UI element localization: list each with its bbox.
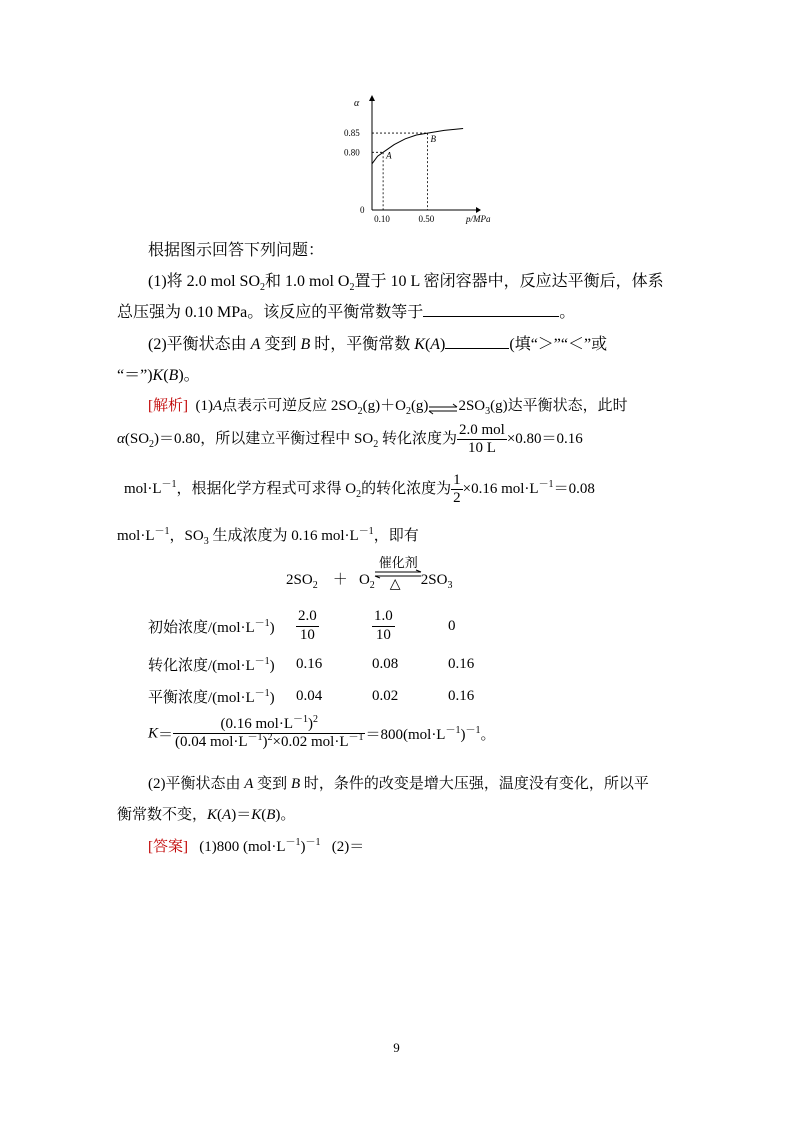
y-axis-label: α	[354, 98, 360, 109]
reversible-arrow-icon	[428, 402, 458, 412]
origin-label: 0	[360, 205, 365, 215]
answer-blank-1[interactable]	[423, 301, 559, 317]
x-tick-label: 0.10	[374, 214, 390, 224]
x-axis-arrow-icon	[476, 207, 481, 213]
question-2-line1: (2)平衡状态由 A 变到 B 时，平衡常数 K(A) (填“＞”“＜”或	[148, 331, 607, 354]
reaction-equation: $2SO_2$ ＋ $O_2$ 催化剂 △ $2SO_3$	[286, 555, 453, 592]
analysis-line1: [解析] (1)A点表示可逆反应 $2SO_2(g)+O_2(g)$ $2SO_3(g)$达平衡状态，此时	[148, 398, 628, 417]
y-tick-label: 0.85	[344, 128, 360, 139]
analysis-line3: $mol\cdot L^{-1}$，根据化学方程式可求得 $O_2$的转化浓度为 $\frac{1}{2}$ ×0.16 $mol\cdot L^{-1}=0.08$	[124, 472, 595, 507]
point-label: B	[430, 134, 437, 145]
analysis-line2: $\alpha(SO_2)=0.80$，所以建立平衡过程中 $SO_2$ 转化浓度为 $\frac{\text{2.0 mol}}{10 L}$ ×0.80＝0.16	[117, 422, 583, 457]
answer-line: [答案] (1)800 $(mol\cdot L^{-1})^{-1}$ (2)＝	[148, 837, 365, 855]
question-2-line2: “＝”)K(B)。	[117, 367, 200, 384]
concentration-table	[148, 604, 474, 712]
y-axis-arrow-icon	[369, 95, 375, 101]
analysis-line6: 衡常数不变，K(A)＝K(B)。	[117, 807, 296, 823]
answer-blank-2[interactable]	[445, 333, 509, 349]
analysis-tag: [解析]	[148, 398, 188, 414]
analysis-line4: $mol\cdot L^{-1}$，$SO_3$ 生成浓度为 0.16 $mol\cdot L^{-1}$，即有	[117, 526, 419, 547]
table-row: 平衡浓度$/(mol\cdot L^{-1})$ 0.04 0.02 0.16	[148, 687, 475, 706]
x-tick-label: 0.50	[418, 214, 435, 224]
question-1-line2: 总压强为 0.10 MPa。该反应的平衡常数等于 。	[117, 299, 575, 322]
k-expression: K＝ $\frac{(0.16 mol\cdot L^{-1})^2}{(0.04 mol\cdot L^{-1})^2\times 0.02 mol\cdot L^{-1}}$ $=800(mol\cdot L^{-1})^{-1}$。	[148, 714, 496, 751]
table-row: 初始浓度$/(mol\cdot L^{-1})$ $\frac{2.0}{10}$ $\frac{1.0}{10}$ 0	[148, 608, 456, 643]
catalyst-arrow-icon: 催化剂 △	[375, 556, 421, 590]
answer-tag: [答案]	[148, 839, 188, 855]
alpha-pressure-chart	[340, 90, 491, 225]
page-number: 9	[393, 1040, 400, 1055]
x-axis-label: p/MPa	[466, 214, 491, 224]
analysis-line5: (2)平衡状态由 A 变到 B 时，条件的改变是增大压强，温度没有变化，所以平	[148, 776, 649, 792]
point-label: A	[386, 150, 392, 161]
question-1-line1: (1)将 2.0 mol $SO_2$和 1.0 mol $O_2$置于 10 L 密闭容器中，反应达平衡后，体系	[148, 273, 664, 294]
y-tick-label: 0.80	[344, 147, 360, 158]
question-intro: 根据图示回答下列问题：	[148, 242, 325, 259]
table-row: 转化浓度$/(mol\cdot L^{-1})$ 0.16 0.08 0.16	[148, 655, 475, 674]
